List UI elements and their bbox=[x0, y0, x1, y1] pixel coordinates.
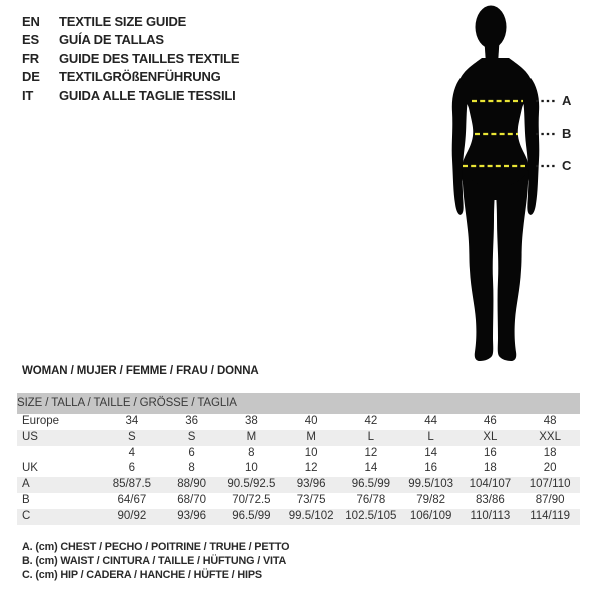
marker-label-c: C bbox=[562, 158, 572, 173]
lang-code: FR bbox=[22, 50, 39, 66]
table-cell: 114/119 bbox=[520, 509, 580, 525]
lang-row-it bbox=[22, 87, 239, 105]
table-cell: 4 bbox=[102, 446, 162, 462]
row-label: B bbox=[17, 493, 102, 509]
table-cell: 85/87.5 bbox=[102, 477, 162, 493]
lang-row-es bbox=[22, 31, 239, 49]
size-table bbox=[17, 393, 580, 525]
table-cell: 73/75 bbox=[281, 493, 341, 509]
table-cell: 106/109 bbox=[401, 509, 461, 525]
table-cell: 99.5/103 bbox=[401, 477, 461, 493]
table-cell: 90/92 bbox=[102, 509, 162, 525]
table-cell: 16 bbox=[401, 461, 461, 477]
gender-title: WOMAN / MUJER / FEMME / FRAU / DONNA bbox=[22, 365, 259, 377]
table-cell: 110/113 bbox=[461, 509, 521, 525]
table-cell: 83/86 bbox=[461, 493, 521, 509]
lang-label: TEXTILE SIZE GUIDE bbox=[59, 14, 187, 29]
lang-code: EN bbox=[22, 14, 40, 29]
table-cell: 10 bbox=[281, 446, 341, 462]
table-cell: 44 bbox=[401, 414, 461, 430]
lang-label: GUIDA ALLE TAGLIE TESSILI bbox=[59, 87, 236, 103]
table-cell: S bbox=[102, 430, 162, 446]
table-cell: 96.5/99 bbox=[341, 477, 401, 493]
table-cell: XL bbox=[461, 430, 521, 446]
table-cell: 34 bbox=[102, 414, 162, 430]
table-cell: 102.5/105 bbox=[341, 509, 401, 525]
table-cell: 90.5/92.5 bbox=[222, 477, 282, 493]
table-cell: 8 bbox=[162, 461, 222, 477]
language-title-list bbox=[22, 13, 239, 105]
table-cell: 48 bbox=[520, 414, 580, 430]
table-cell: 12 bbox=[341, 446, 401, 462]
table-cell: L bbox=[341, 430, 401, 446]
table-cell: 46 bbox=[461, 414, 521, 430]
table-cell: 40 bbox=[281, 414, 341, 430]
table-cell: 93/96 bbox=[162, 509, 222, 525]
lang-code: ES bbox=[22, 32, 39, 48]
table-row-europe bbox=[17, 414, 580, 430]
lang-row-en bbox=[22, 13, 239, 31]
table-row-uk bbox=[17, 461, 580, 477]
row-label: Europe bbox=[17, 414, 102, 430]
row-label bbox=[17, 446, 102, 462]
row-label: UK bbox=[17, 461, 102, 477]
lang-code: DE bbox=[22, 69, 40, 85]
lang-label: GUIDE DES TAILLES TEXTILE bbox=[59, 50, 240, 66]
table-cell: 99.5/102 bbox=[281, 509, 341, 525]
table-row-us-letter bbox=[17, 430, 580, 446]
table-cell: 104/107 bbox=[461, 477, 521, 493]
legend-hip: C. (cm) HIP / CADERA / HANCHE / HÜFTE / HIPS bbox=[22, 568, 262, 581]
row-label: A bbox=[17, 477, 102, 493]
table-cell: 70/72.5 bbox=[222, 493, 282, 509]
lang-code: IT bbox=[22, 87, 34, 103]
table-cell: M bbox=[281, 430, 341, 446]
measurement-figure bbox=[430, 0, 580, 370]
table-cell: 12 bbox=[281, 461, 341, 477]
table-cell: 87/90 bbox=[520, 493, 580, 509]
table-row-us-number bbox=[17, 446, 580, 462]
table-cell: 38 bbox=[222, 414, 282, 430]
table-cell: 64/67 bbox=[102, 493, 162, 509]
table-cell: 42 bbox=[341, 414, 401, 430]
legend-chest: A. (cm) CHEST / PECHO / POITRINE / TRUHE / PETTO bbox=[22, 541, 290, 553]
measurement-legend bbox=[22, 541, 289, 582]
table-cell: 96.5/99 bbox=[222, 509, 282, 525]
legend-waist: B. (cm) WAIST / CINTURA / TAILLE / HÜFTUNG / VITA bbox=[22, 554, 287, 567]
woman-silhouette bbox=[430, 0, 580, 370]
table-cell: L bbox=[401, 430, 461, 446]
silhouette-torso bbox=[460, 58, 532, 200]
table-cell: 6 bbox=[102, 461, 162, 477]
table-row-chest bbox=[17, 477, 580, 493]
table-row-waist bbox=[17, 493, 580, 509]
lang-row-de bbox=[22, 68, 239, 86]
table-cell: 107/110 bbox=[520, 477, 580, 493]
table-cell: 68/70 bbox=[162, 493, 222, 509]
table-cell: 6 bbox=[162, 446, 222, 462]
table-cell: 14 bbox=[401, 446, 461, 462]
table-cell: 88/90 bbox=[162, 477, 222, 493]
table-cell: 18 bbox=[520, 446, 580, 462]
lang-label: TEXTILGRÖßENFÜHRUNG bbox=[59, 69, 221, 85]
table-cell: M bbox=[222, 430, 282, 446]
table-size-header: SIZE / TALLA / TAILLE / GRÖSSE / TAGLIA bbox=[17, 393, 580, 414]
silhouette-right-leg bbox=[496, 170, 528, 361]
table-cell: 18 bbox=[461, 461, 521, 477]
silhouette-left-leg bbox=[463, 170, 495, 361]
table-row-hip bbox=[17, 509, 580, 525]
table-size-header-row bbox=[17, 393, 580, 414]
table-cell: 93/96 bbox=[281, 477, 341, 493]
table-cell: 8 bbox=[222, 446, 282, 462]
table-cell: 36 bbox=[162, 414, 222, 430]
table-cell: XXL bbox=[520, 430, 580, 446]
table-cell: 20 bbox=[520, 461, 580, 477]
table-cell: 79/82 bbox=[401, 493, 461, 509]
marker-label-b: B bbox=[562, 126, 572, 141]
table-cell: S bbox=[162, 430, 222, 446]
lang-label: GUÍA DE TALLAS bbox=[59, 32, 164, 48]
table-cell: 14 bbox=[341, 461, 401, 477]
row-label: US bbox=[17, 430, 102, 446]
marker-label-a: A bbox=[562, 93, 572, 108]
row-label: C bbox=[17, 509, 102, 525]
table-cell: 10 bbox=[222, 461, 282, 477]
lang-row-fr bbox=[22, 50, 239, 68]
table-cell: 76/78 bbox=[341, 493, 401, 509]
table-cell: 16 bbox=[461, 446, 521, 462]
